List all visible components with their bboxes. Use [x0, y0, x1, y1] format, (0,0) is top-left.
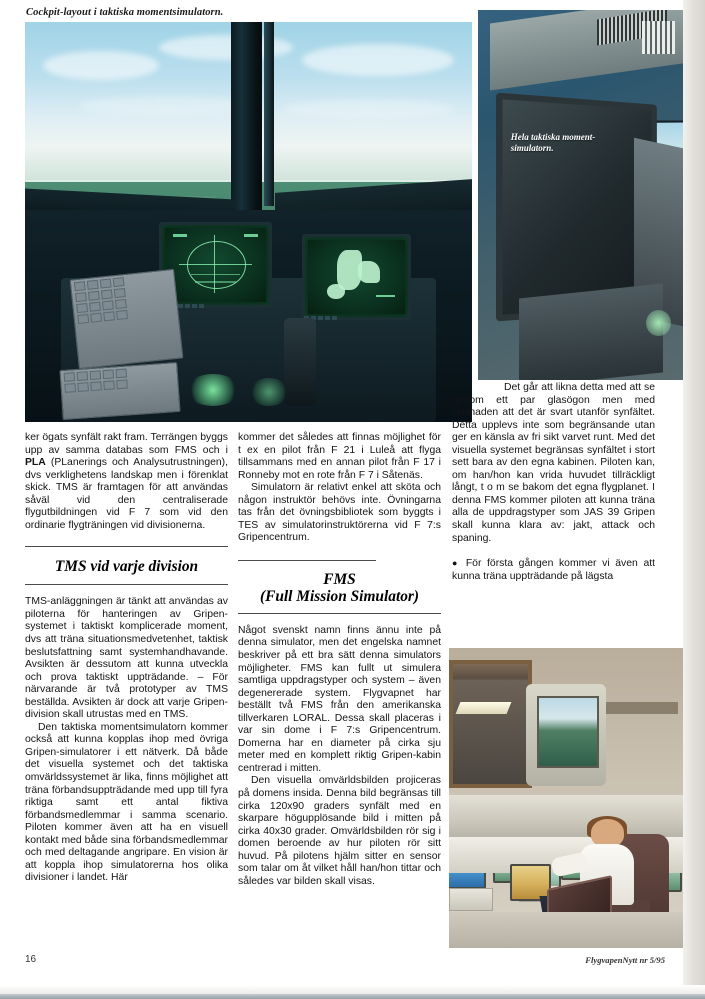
canopy-pillar-secondary [264, 22, 274, 206]
crt-screen [537, 696, 598, 767]
section-heading-tms: TMS vid varje division [54, 558, 199, 576]
page-edge-bottom-shadow [0, 994, 705, 999]
section-divider-top-left [25, 546, 228, 547]
data-entry-keypad [70, 269, 184, 369]
middle-body-paragraph-1: Något svenskt namn finns ännu inte på denna simulator, men det engelska namnet beskriver på ett bra sätt denna simulators möjligheter. FMS kan fullt ut simulera samtliga uppdragstyper och system – även degenererade system. Flygvapnet har beställt två FMS från den amerikanska tillverkaren LORAL. Dessa skall placeras i var sin dome i F 7:s Gripencentrum. Domerna har en diameter på cirka sju meter med en komplett riktig Gripen-kabin centrerad i mitten. [238, 624, 441, 774]
section-heading-fms-line1: FMS [323, 570, 356, 588]
page-number: 16 [25, 954, 37, 965]
cockpit-photo-caption: Cockpit-layout i taktiska momentsimulatorn. [26, 7, 224, 18]
left-body-paragraph-1: TMS-anläggningen är tänkt att användas av piloterna för hanteringen av Gripen-systemet i taktiskt komplicerade moment, dvs att träna situationsmedvetenhet, taktisk beslutsfattning samt systemhandhavande. Avsikten är dessutom att kunna utveckla och prova taktiskt uppträdande. – För närvarande är två prototyper av TMS beställda. Avsikten är dock att varje Gripen-division skall utrustas med en TMS. [25, 596, 228, 721]
canopy-pillar [231, 22, 262, 222]
section-divider-bottom-middle [238, 613, 441, 614]
left-body-paragraph-2: Den taktiska momentsimulatorn kommer också att kunna kopplas ihop med övriga Gripen-simulatorer i ett nätverk. Då både det visuella systemet och det taktiska omvärldssystemet är lika, finns möjlighet att träna förbandsuppträdande med upp till fyra riktiga samt ett antal fiktiva förbandsmedlemmar i samma scenario. Piloten kommer även att ha en visuell kontakt med både sina förbandsmedlemmar och med deltagande angripare. En vision är att koppla ihop simulatorerna hos olika divisioner i landet. Här [25, 721, 228, 884]
cockpit-simulator-photo [25, 22, 472, 422]
middle-body-paragraph-2: Den visuella omvärldsbilden projiceras på domens insida. Denna bild begränsas till cirka 120x90 graders synfält med en skarpare högupplösande bild i mitten på cirka 40x30 grader. Omvärldsbilden rör sig i domen beroende av hur piloten rör sitt huvud. På pilotens hjälm sitter en sensor som talar om åt vilket håll han/hon tittar och således var bilden skall visas. [238, 775, 441, 887]
section-divider-top-middle [238, 560, 376, 561]
page-edge-right [683, 0, 705, 999]
control-stick [284, 318, 315, 406]
console-panel-left [449, 888, 493, 911]
wall-shelf [603, 702, 678, 714]
middle-paragraph-1: kommer det således att finnas möjlighet för t ex en pilot från F 21 i Luleå att flyga tillsammans med en annan pilot från F 17 i Ronneby mot en rote från F 7 i Såtenäs. [238, 432, 441, 481]
section-divider-bottom-left [25, 584, 228, 585]
equipment-keypad [642, 21, 675, 54]
cockpit-instrument-glow [646, 310, 671, 336]
panel-indicator-glow-2 [249, 378, 289, 406]
publication-colophon: FlygvapenNytt nr 5/95 [585, 955, 665, 965]
control-room-photo [449, 648, 683, 948]
simulator-overview-photo [478, 10, 683, 380]
panel-indicator-glow [186, 374, 240, 406]
simulator-photo-overlay-caption: Hela taktiska moment-simulatorn. [510, 132, 596, 154]
text-column-middle [238, 432, 441, 888]
ceiling-lamp [456, 702, 512, 714]
left-intro-paragraph: ker ögats synfält rakt fram. Terrängen byggs upp av samma databas som FMS och i PLA (PLanerings och Analysutrustningen), dvs verklighetens landskap men i förenklat skick. TMS är framtagen för att användas såväl vid den centraliserade flygutbildningen vid F 7 som vid den ordinarie flygträningen vid divisionerna. [25, 432, 228, 531]
floor [449, 912, 683, 948]
inline-emphasis: PLA [25, 457, 46, 469]
bullet-icon: ● [452, 558, 461, 569]
middle-paragraph-2: Simulatorn är relativt enkel att sköta och någon instruktör behövs inte. Övningarna tas från det övningsbibliotek som byggts i TES av simulatorinstruktörerna vid F 7:s Gripencentrum. [238, 482, 441, 544]
text-column-left [25, 432, 228, 885]
mfd-display-right [302, 234, 411, 320]
right-paragraph-1: Det går att likna detta med att se genom ett par glasögon men med skillnaden att det är svart utanför synfältet. Detta upplevs inte som begränsande utan ger en känsla av fri sikt varvet runt. Med det visuella systemet begränsas synfältet i stort sett bara av den egna kabinen. Piloten kan, om han/hon kan vrida huvudet tillräckligt långt, t o m se bakom det egna flygplanet. I denna FMS kommer piloten att kunna träna alla de uppdragstyper som JAS 39 Gripen skall kunna klara av: jakt, attack och spaning. [452, 382, 655, 544]
lower-left-panel [59, 362, 180, 420]
simulator-seat-structure [519, 284, 663, 380]
doorway [449, 660, 532, 788]
right-bullet-text: För första gången kommer vi även att kunna träna uppträdande på lägsta [452, 558, 655, 582]
text-column-right [452, 382, 655, 583]
section-heading-fms-line2: (Full Mission Simulator) [259, 587, 420, 605]
crt-monitor-large [526, 684, 606, 786]
right-bullet-paragraph [452, 557, 655, 583]
